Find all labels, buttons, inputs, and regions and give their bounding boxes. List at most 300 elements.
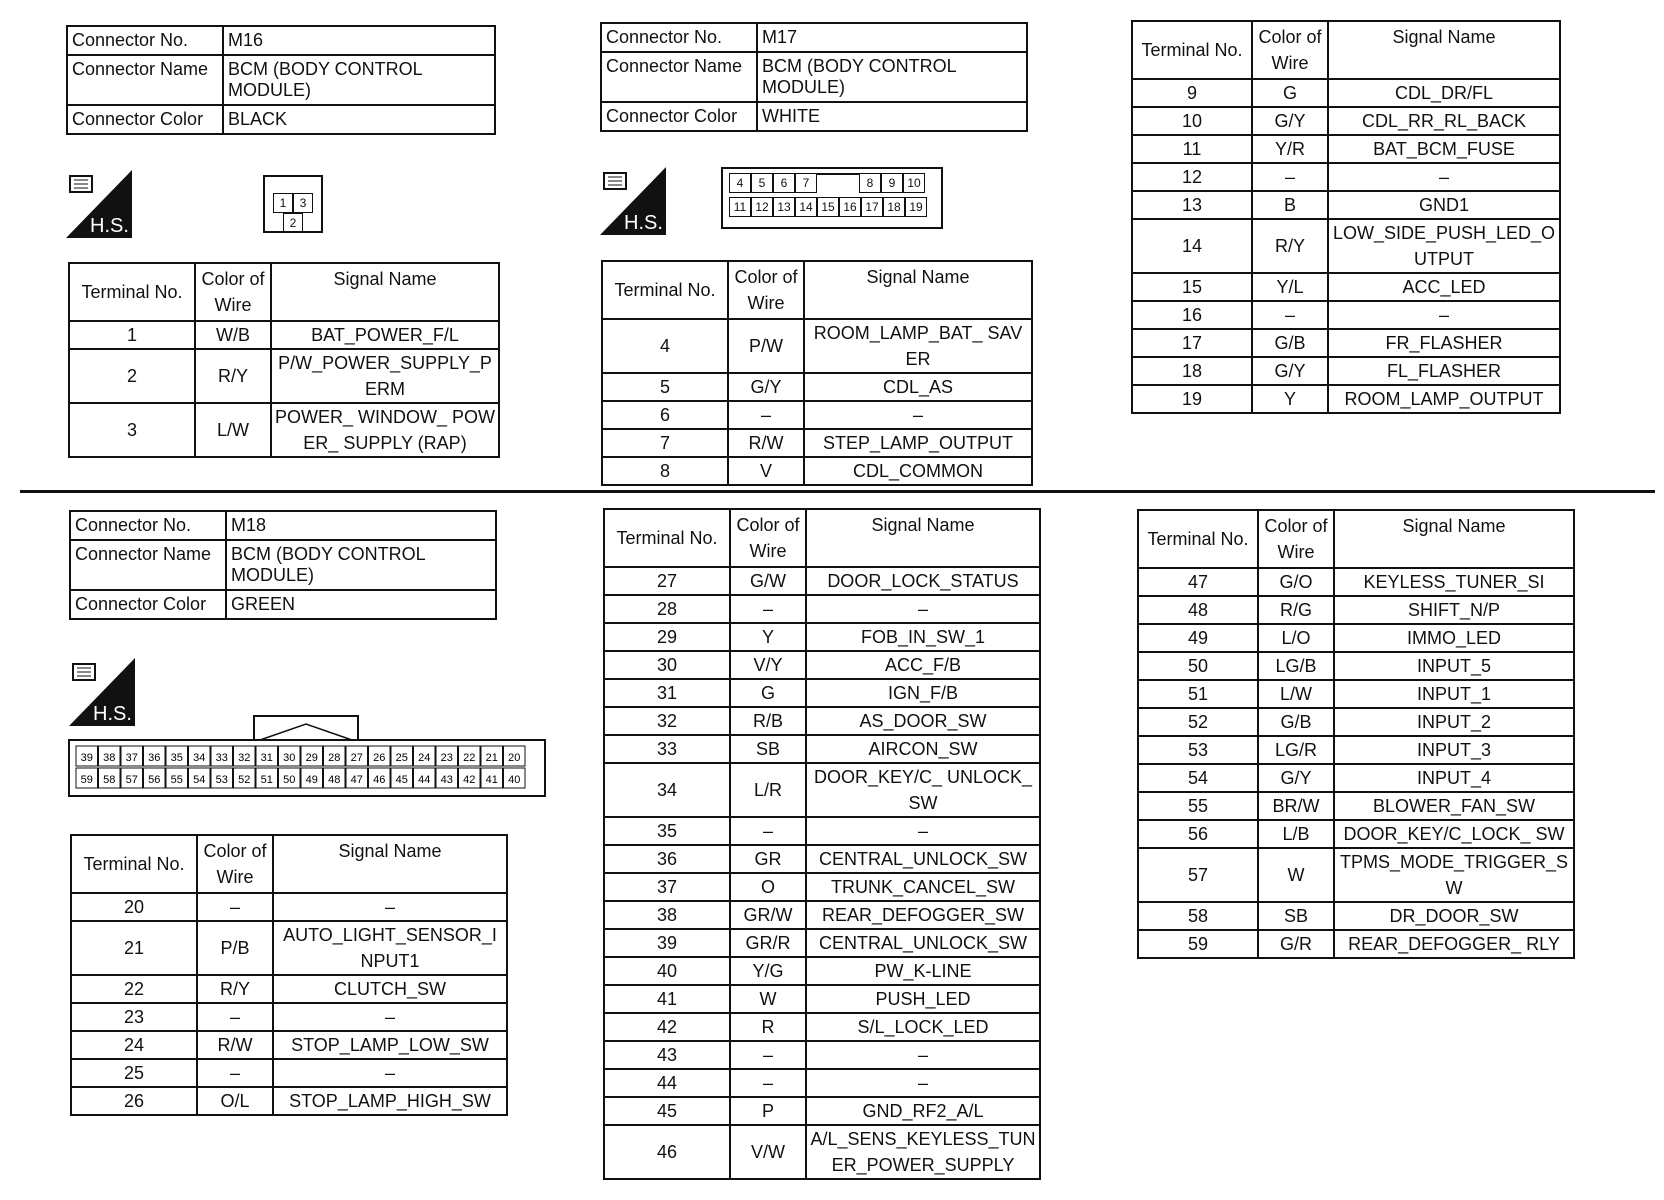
- signal-name-cell: ROOM_LAMP_OUTPUT: [1328, 385, 1560, 413]
- pin-label: 20: [508, 752, 521, 764]
- terminal-cell: 17: [1132, 329, 1252, 357]
- table-row: [69, 349, 499, 403]
- terminal-cell: 20: [71, 893, 197, 921]
- terminal-cell: 8: [602, 457, 728, 485]
- signal-name-cell: TPMS_MODE_TRIGGER_SW: [1334, 848, 1574, 902]
- pin-label: 43: [440, 774, 453, 786]
- terminal-cell: 53: [1138, 736, 1258, 764]
- wire-color-cell: G/Y: [1252, 357, 1328, 385]
- signal-name-cell: FR_FLASHER: [1328, 329, 1560, 357]
- m17-connector-face: [721, 167, 943, 229]
- signal-name-cell: –: [806, 817, 1040, 845]
- info-value: M18: [226, 511, 496, 540]
- table-row: [1138, 624, 1574, 652]
- wire-color-cell: BR/W: [1258, 792, 1334, 820]
- terminal-cell: 21: [71, 921, 197, 975]
- info-row: [601, 52, 1027, 102]
- terminal-cell: 33: [604, 735, 730, 763]
- signal-name-cell: STOP_LAMP_HIGH_SW: [273, 1087, 507, 1115]
- terminal-cell: 16: [1132, 301, 1252, 329]
- wire-color-cell: P: [730, 1097, 806, 1125]
- info-value: M17: [757, 23, 1027, 52]
- header-color: Color of Wire: [730, 509, 806, 567]
- signal-name-cell: TRUNK_CANCEL_SW: [806, 873, 1040, 901]
- terminal-cell: 45: [604, 1097, 730, 1125]
- pin-label: 46: [373, 774, 386, 786]
- wire-color-cell: G/B: [1258, 708, 1334, 736]
- pin: 18: [883, 197, 905, 217]
- terminal-cell: 5: [602, 373, 728, 401]
- info-row: [70, 540, 496, 590]
- table-row: [602, 373, 1032, 401]
- pin-label: 29: [305, 752, 318, 764]
- table-row: [1132, 329, 1560, 357]
- pin-label: 25: [395, 752, 408, 764]
- table-row: [1132, 301, 1560, 329]
- signal-name-cell: –: [273, 893, 507, 921]
- pin-label: 44: [418, 774, 431, 786]
- terminal-cell: 42: [604, 1013, 730, 1041]
- table-row: [604, 1013, 1040, 1041]
- terminal-cell: 15: [1132, 273, 1252, 301]
- wire-color-cell: –: [197, 893, 273, 921]
- signal-name-cell: ROOM_LAMP_BAT_ SAVER: [804, 319, 1032, 373]
- wire-color-cell: L/B: [1258, 820, 1334, 848]
- wire-color-cell: –: [730, 817, 806, 845]
- wire-color-cell: L/R: [730, 763, 806, 817]
- m16-terminal-table: [68, 262, 500, 458]
- signal-name-cell: BAT_BCM_FUSE: [1328, 135, 1560, 163]
- m18-terminal-table-a: [70, 834, 508, 1116]
- table-row: [71, 1031, 507, 1059]
- pin-label: 26: [373, 752, 386, 764]
- info-row: [601, 102, 1027, 131]
- table-row: [71, 1087, 507, 1115]
- wire-color-cell: W/B: [195, 321, 271, 349]
- terminal-cell: 29: [604, 623, 730, 651]
- pin-label: 58: [103, 774, 116, 786]
- table-row: [1132, 135, 1560, 163]
- table-row: [1132, 357, 1560, 385]
- table-row: [604, 679, 1040, 707]
- signal-name-cell: STOP_LAMP_LOW_SW: [273, 1031, 507, 1059]
- pin-label: 31: [260, 752, 273, 764]
- pin: 2: [283, 213, 303, 233]
- signal-name-cell: –: [273, 1059, 507, 1087]
- info-key: Connector Color: [601, 102, 757, 131]
- wire-color-cell: GR/W: [730, 901, 806, 929]
- wire-color-cell: P/B: [197, 921, 273, 975]
- signal-name-cell: CDL_DR/FL: [1328, 79, 1560, 107]
- terminal-cell: 11: [1132, 135, 1252, 163]
- signal-name-cell: LOW_SIDE_PUSH_LED_OUTPUT: [1328, 219, 1560, 273]
- wire-color-cell: L/W: [1258, 680, 1334, 708]
- table-row: [604, 985, 1040, 1013]
- signal-name-cell: IGN_F/B: [806, 679, 1040, 707]
- info-value: WHITE: [757, 102, 1027, 131]
- m18-terminal-table-b: [603, 508, 1041, 1180]
- m16-connector-face: [263, 175, 323, 233]
- signal-name-cell: REAR_DEFOGGER_SW: [806, 901, 1040, 929]
- terminal-cell: 36: [604, 845, 730, 873]
- terminal-cell: 13: [1132, 191, 1252, 219]
- wire-color-cell: LG/B: [1258, 652, 1334, 680]
- m18-connector-face: [68, 712, 548, 802]
- header-color: Color of Wire: [195, 263, 271, 321]
- signal-name-cell: AIRCON_SW: [806, 735, 1040, 763]
- wire-color-cell: G/Y: [1258, 764, 1334, 792]
- info-key: Connector No.: [67, 26, 223, 55]
- table-row: [1132, 107, 1560, 135]
- wire-color-cell: G/Y: [728, 373, 804, 401]
- wire-color-cell: GR: [730, 845, 806, 873]
- m16-info-table: [66, 25, 496, 135]
- signal-name-cell: PW_K-LINE: [806, 957, 1040, 985]
- table-row: [1132, 385, 1560, 413]
- terminal-cell: 22: [71, 975, 197, 1003]
- terminal-cell: 31: [604, 679, 730, 707]
- signal-name-cell: STEP_LAMP_OUTPUT: [804, 429, 1032, 457]
- terminal-cell: 19: [1132, 385, 1252, 413]
- pin: 15: [817, 197, 839, 217]
- table-row: [602, 457, 1032, 485]
- header-color: Color of Wire: [728, 261, 804, 319]
- pin-label: 54: [193, 774, 206, 786]
- pin-label: 32: [238, 752, 251, 764]
- wire-color-cell: R/G: [1258, 596, 1334, 624]
- table-row: [1132, 163, 1560, 191]
- table-row: [71, 1003, 507, 1031]
- signal-name-cell: FL_FLASHER: [1328, 357, 1560, 385]
- signal-name-cell: INPUT_5: [1334, 652, 1574, 680]
- wire-color-cell: –: [730, 595, 806, 623]
- wire-color-cell: Y/L: [1252, 273, 1328, 301]
- wire-color-cell: B: [1252, 191, 1328, 219]
- signal-name-cell: S/L_LOCK_LED: [806, 1013, 1040, 1041]
- terminal-cell: 38: [604, 901, 730, 929]
- pin-label: 35: [170, 752, 183, 764]
- terminal-cell: 37: [604, 873, 730, 901]
- section-divider: [20, 490, 1655, 493]
- signal-name-cell: BAT_POWER_F/L: [271, 321, 499, 349]
- wire-color-cell: –: [1252, 163, 1328, 191]
- table-row: [604, 707, 1040, 735]
- table-row: [1138, 764, 1574, 792]
- pin-label: 30: [283, 752, 296, 764]
- signal-name-cell: ACC_LED: [1328, 273, 1560, 301]
- signal-name-cell: SHIFT_N/P: [1334, 596, 1574, 624]
- pin-label: 50: [283, 774, 296, 786]
- pin-label: 57: [125, 774, 138, 786]
- table-row: [604, 901, 1040, 929]
- wire-color-cell: R/W: [728, 429, 804, 457]
- signal-name-cell: A/L_SENS_KEYLESS_TUNER_POWER_SUPPLY: [806, 1125, 1040, 1179]
- signal-name-cell: GND1: [1328, 191, 1560, 219]
- header-terminal: Terminal No.: [71, 835, 197, 893]
- wire-color-cell: SB: [730, 735, 806, 763]
- table-row: [604, 1069, 1040, 1097]
- terminal-cell: 4: [602, 319, 728, 373]
- m17-terminal-table-2: [1131, 20, 1561, 414]
- signal-name-cell: REAR_DEFOGGER_ RLY: [1334, 930, 1574, 958]
- terminal-cell: 55: [1138, 792, 1258, 820]
- pin-label: 42: [463, 774, 476, 786]
- table-row: [604, 1041, 1040, 1069]
- header-signal: Signal Name: [1334, 510, 1574, 568]
- pin-label: 22: [463, 752, 476, 764]
- wire-color-cell: –: [197, 1059, 273, 1087]
- wire-color-cell: V/W: [730, 1125, 806, 1179]
- pin-label: 41: [485, 774, 498, 786]
- terminal-cell: 1: [69, 321, 195, 349]
- m18-info-table: [69, 510, 497, 620]
- pin-label: 40: [508, 774, 521, 786]
- wire-color-cell: G: [730, 679, 806, 707]
- pin: 9: [881, 173, 903, 193]
- m17-terminal-table: [601, 260, 1033, 486]
- svg-text:H.S.: H.S.: [624, 212, 663, 234]
- wire-color-cell: –: [730, 1041, 806, 1069]
- signal-name-cell: –: [1328, 301, 1560, 329]
- table-row: [604, 873, 1040, 901]
- info-key: Connector Name: [67, 55, 223, 105]
- wire-color-cell: R: [730, 1013, 806, 1041]
- signal-name-cell: INPUT_4: [1334, 764, 1574, 792]
- pin-label: 48: [328, 774, 341, 786]
- table-row: [1138, 568, 1574, 596]
- table-row: [69, 321, 499, 349]
- pin-label: 53: [215, 774, 228, 786]
- terminal-cell: 44: [604, 1069, 730, 1097]
- signal-name-cell: CENTRAL_UNLOCK_SW: [806, 845, 1040, 873]
- pin-label: 37: [125, 752, 138, 764]
- table-row: [604, 735, 1040, 763]
- pin: 17: [861, 197, 883, 217]
- pin-label: 55: [170, 774, 183, 786]
- table-row: [71, 975, 507, 1003]
- pin: 10: [903, 173, 925, 193]
- terminal-cell: 18: [1132, 357, 1252, 385]
- info-row: [67, 105, 495, 134]
- signal-name-cell: –: [806, 595, 1040, 623]
- signal-name-cell: KEYLESS_TUNER_SI: [1334, 568, 1574, 596]
- signal-name-cell: P/W_POWER_SUPPLY_PERM: [271, 349, 499, 403]
- info-key: Connector No.: [70, 511, 226, 540]
- wire-color-cell: V: [728, 457, 804, 485]
- table-row: [604, 567, 1040, 595]
- pin: 4: [729, 173, 751, 193]
- signal-name-cell: POWER_ WINDOW_ POWER_ SUPPLY (RAP): [271, 403, 499, 457]
- header-color: Color of Wire: [1252, 21, 1328, 79]
- table-row: [1138, 792, 1574, 820]
- table-row: [604, 595, 1040, 623]
- pin-label: 49: [305, 774, 318, 786]
- signal-name-cell: ACC_F/B: [806, 651, 1040, 679]
- harness-side-icon: [600, 167, 666, 235]
- terminal-cell: 12: [1132, 163, 1252, 191]
- info-value: GREEN: [226, 590, 496, 619]
- wire-color-cell: R/B: [730, 707, 806, 735]
- terminal-cell: 3: [69, 403, 195, 457]
- pin: 1: [273, 193, 293, 213]
- info-value: BCM (BODY CONTROL MODULE): [226, 540, 496, 590]
- pin-label: 23: [440, 752, 453, 764]
- terminal-cell: 49: [1138, 624, 1258, 652]
- terminal-cell: 10: [1132, 107, 1252, 135]
- header-signal: Signal Name: [273, 835, 507, 893]
- header-signal: Signal Name: [1328, 21, 1560, 79]
- table-row: [604, 1125, 1040, 1179]
- signal-name-cell: CLUTCH_SW: [273, 975, 507, 1003]
- terminal-cell: 32: [604, 707, 730, 735]
- wire-color-cell: W: [730, 985, 806, 1013]
- table-row: [1132, 79, 1560, 107]
- header-color: Color of Wire: [1258, 510, 1334, 568]
- table-row: [604, 817, 1040, 845]
- header-signal: Signal Name: [271, 263, 499, 321]
- pin: 19: [905, 197, 927, 217]
- pin-label: 56: [148, 774, 161, 786]
- terminal-cell: 24: [71, 1031, 197, 1059]
- info-row: [70, 511, 496, 540]
- info-value: BCM (BODY CONTROL MODULE): [223, 55, 495, 105]
- wire-color-cell: SB: [1258, 902, 1334, 930]
- terminal-cell: 54: [1138, 764, 1258, 792]
- wire-color-cell: O/L: [197, 1087, 273, 1115]
- signal-name-cell: FOB_IN_SW_1: [806, 623, 1040, 651]
- info-key: Connector Name: [70, 540, 226, 590]
- table-row: [1138, 680, 1574, 708]
- signal-name-cell: DOOR_LOCK_STATUS: [806, 567, 1040, 595]
- table-row: [604, 763, 1040, 817]
- harness-side-icon: [66, 170, 132, 238]
- header-color: Color of Wire: [197, 835, 273, 893]
- m17-info-table: [600, 22, 1028, 132]
- pin-label: 38: [103, 752, 116, 764]
- table-row: [1132, 273, 1560, 301]
- table-row: [602, 319, 1032, 373]
- table-row: [71, 893, 507, 921]
- pin: 14: [795, 197, 817, 217]
- pin-label: 47: [350, 774, 363, 786]
- pin-label: 52: [238, 774, 251, 786]
- table-row: [1138, 652, 1574, 680]
- pin-label: 27: [350, 752, 363, 764]
- header-terminal: Terminal No.: [604, 509, 730, 567]
- table-row: [69, 403, 499, 457]
- wire-color-cell: LG/R: [1258, 736, 1334, 764]
- info-row: [67, 55, 495, 105]
- terminal-cell: 50: [1138, 652, 1258, 680]
- table-row: [1138, 930, 1574, 958]
- table-row: [1132, 191, 1560, 219]
- pin-label: 51: [260, 774, 273, 786]
- wire-color-cell: G/R: [1258, 930, 1334, 958]
- table-row: [1138, 848, 1574, 902]
- header-signal: Signal Name: [804, 261, 1032, 319]
- table-row: [71, 1059, 507, 1087]
- table-row: [1138, 902, 1574, 930]
- info-key: Connector Name: [601, 52, 757, 102]
- pin: 7: [795, 173, 817, 193]
- terminal-cell: 25: [71, 1059, 197, 1087]
- table-row: [1132, 219, 1560, 273]
- terminal-cell: 48: [1138, 596, 1258, 624]
- terminal-cell: 57: [1138, 848, 1258, 902]
- signal-name-cell: INPUT_3: [1334, 736, 1574, 764]
- wire-color-cell: L/W: [195, 403, 271, 457]
- pin: 11: [729, 197, 751, 217]
- pin-label: 45: [395, 774, 408, 786]
- table-row: [1138, 708, 1574, 736]
- wire-color-cell: –: [1252, 301, 1328, 329]
- wire-color-cell: R/W: [197, 1031, 273, 1059]
- signal-name-cell: DOOR_KEY/C_ UNLOCK_SW: [806, 763, 1040, 817]
- terminal-cell: 28: [604, 595, 730, 623]
- terminal-cell: 41: [604, 985, 730, 1013]
- terminal-cell: 7: [602, 429, 728, 457]
- pin-label: 33: [215, 752, 228, 764]
- terminal-cell: 30: [604, 651, 730, 679]
- signal-name-cell: CDL_AS: [804, 373, 1032, 401]
- connector-key: [817, 173, 859, 175]
- pin-label: 59: [80, 774, 93, 786]
- table-row: [1138, 596, 1574, 624]
- pin-label: 24: [418, 752, 431, 764]
- wire-color-cell: –: [730, 1069, 806, 1097]
- terminal-cell: 2: [69, 349, 195, 403]
- info-value: M16: [223, 26, 495, 55]
- pin-label: 21: [485, 752, 498, 764]
- wire-color-cell: R/Y: [1252, 219, 1328, 273]
- pin: 8: [859, 173, 881, 193]
- pin: 3: [293, 193, 313, 213]
- table-row: [604, 623, 1040, 651]
- wire-color-cell: G/O: [1258, 568, 1334, 596]
- terminal-cell: 6: [602, 401, 728, 429]
- header-terminal: Terminal No.: [69, 263, 195, 321]
- header-terminal: Terminal No.: [1132, 21, 1252, 79]
- pin-label: 28: [328, 752, 341, 764]
- info-key: Connector Color: [70, 590, 226, 619]
- terminal-cell: 14: [1132, 219, 1252, 273]
- terminal-cell: 47: [1138, 568, 1258, 596]
- signal-name-cell: IMMO_LED: [1334, 624, 1574, 652]
- wire-color-cell: W: [1258, 848, 1334, 902]
- wire-color-cell: R/Y: [197, 975, 273, 1003]
- info-key: Connector Color: [67, 105, 223, 134]
- wire-color-cell: GR/R: [730, 929, 806, 957]
- terminal-cell: 34: [604, 763, 730, 817]
- table-row: [604, 957, 1040, 985]
- wire-color-cell: Y: [730, 623, 806, 651]
- table-row: [604, 845, 1040, 873]
- table-row: [604, 651, 1040, 679]
- wire-color-cell: L/O: [1258, 624, 1334, 652]
- table-row: [71, 921, 507, 975]
- pin: 5: [751, 173, 773, 193]
- terminal-cell: 35: [604, 817, 730, 845]
- wire-color-cell: –: [197, 1003, 273, 1031]
- svg-text:H.S.: H.S.: [90, 215, 129, 237]
- terminal-cell: 9: [1132, 79, 1252, 107]
- terminal-cell: 39: [604, 929, 730, 957]
- signal-name-cell: DOOR_KEY/C_LOCK_ SW: [1334, 820, 1574, 848]
- signal-name-cell: INPUT_2: [1334, 708, 1574, 736]
- signal-name-cell: AUTO_LIGHT_SENSOR_INPUT1: [273, 921, 507, 975]
- pin-label: 36: [148, 752, 161, 764]
- header-terminal: Terminal No.: [1138, 510, 1258, 568]
